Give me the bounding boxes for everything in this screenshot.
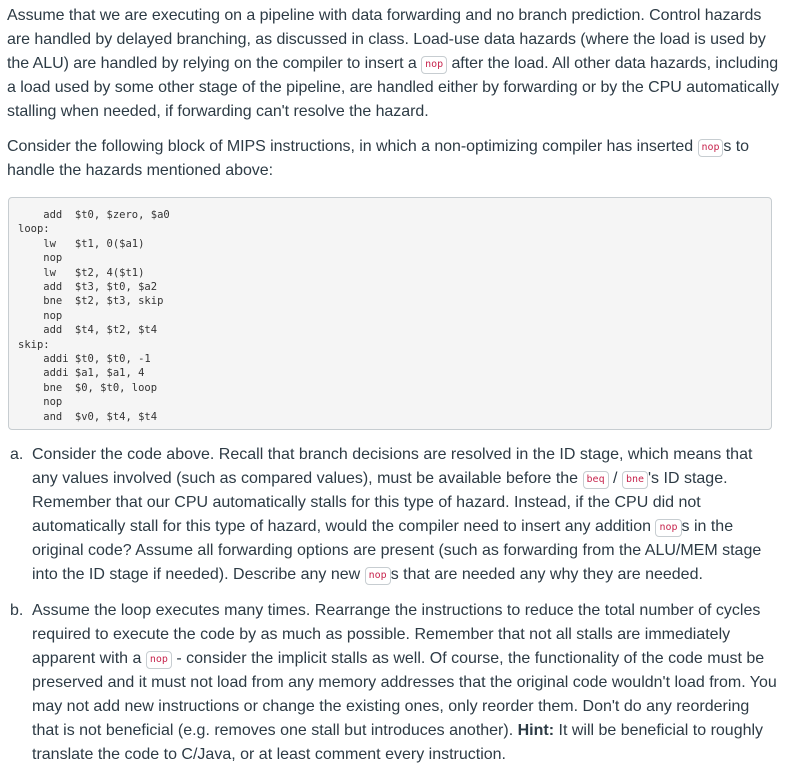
- question-list: [10, 443, 777, 779]
- inline-code-nop: nop: [421, 56, 447, 74]
- question-b-marker: b.: [10, 602, 24, 619]
- inline-code-nop: nop: [655, 519, 681, 537]
- question-a-text-5: s that are needed any why they are needed.: [390, 566, 703, 583]
- code-line: add $t4, $t2, $t4: [18, 324, 158, 337]
- inline-code-nop: nop: [698, 139, 724, 157]
- code-line: nop: [18, 396, 63, 409]
- question-b-text-1: Assume the loop executes many times. Rearrange the instructions to reduce the total number of cycles required to execute the code by as much as possible. Remember that not all stalls are immediately apparent with a: [32, 602, 761, 667]
- question-b-text-3: It will be beneficial to roughly translate the code to C/Java, or at least comment every instruction.: [32, 722, 764, 763]
- context-text-1: Consider the following block of MIPS instructions, in which a non-optimizing compiler has inserted: [7, 138, 698, 155]
- inline-code-bne: bne: [622, 471, 648, 489]
- code-line: lw $t1, 0($a1): [18, 237, 145, 250]
- inline-code-beq: beq: [583, 471, 609, 489]
- context-paragraph: [7, 135, 779, 183]
- code-line: skip:: [18, 338, 50, 351]
- question-b-text-2: - consider the implicit stalls as well. Of course, the functionality of the code must be preserved and it must not load from any memory addresses that the original code wouldn't load from. You may not add new instructions or change the existing ones, only reorder them. Don't do any reordering that is not beneficial (e.g. removes one stall but introduces another).: [32, 650, 777, 739]
- context-text-2: s to handle the hazards mentioned above:: [7, 138, 750, 179]
- question-a: [10, 443, 777, 587]
- code-line: addi $t0, $t0, -1: [18, 353, 151, 366]
- code-line: bne $t2, $t3, skip: [18, 295, 164, 308]
- inline-code-nop: nop: [146, 651, 172, 669]
- code-line: add $t3, $t0, $a2: [18, 281, 158, 294]
- intro-text-1: Assume that we are executing on a pipeline with data forwarding and no branch prediction. Control hazards are handled by delayed branching, as discussed in class. Load-use data hazards (where the load is used by the ALU) are handled by relying on the compiler to insert a: [7, 7, 766, 72]
- intro-text-2: after the load. All other data hazards, including a load used by some other stage of the pipeline, are handled either by forwarding or by the CPU automatically stalling when needed, if forwarding can't resolve the hazard.: [7, 55, 779, 120]
- code-line: nop: [18, 309, 63, 322]
- code-line: add $t0, $zero, $a0: [18, 209, 170, 221]
- code-line: addi $a1, $a1, 4: [18, 367, 145, 380]
- question-b: [10, 599, 777, 767]
- code-line: loop:: [18, 223, 50, 236]
- code-line: lw $t2, 4($t1): [18, 266, 145, 279]
- code-line: nop: [18, 252, 63, 265]
- question-a-text-3: 's ID stage. Remember that our CPU automatically stalls for this type of hazard. Instead, if the CPU did not automatically stall for this type of hazard, would the compiler need to insert any addition: [32, 470, 728, 535]
- hint-label: Hint:: [517, 722, 555, 739]
- mips-code-text: [9, 198, 771, 430]
- inline-code-nop: nop: [365, 567, 391, 585]
- code-line: and $v0, $t4, $t4: [18, 410, 158, 423]
- question-a-marker: a.: [10, 446, 24, 463]
- question-a-text-1: Consider the code above. Recall that branch decisions are resolved in the ID stage, which means that any values involved (such as compared values), must be available before the: [32, 446, 753, 487]
- code-line: bne $0, $t0, loop: [18, 381, 158, 394]
- question-a-text-2: /: [608, 470, 622, 487]
- mips-code-block: [8, 197, 772, 430]
- question-a-text-4: s in the original code? Assume all forwarding options are present (such as forwarding from the ALU/MEM stage into the ID stage if needed). Describe any new: [32, 518, 762, 583]
- intro-paragraph: [7, 4, 779, 124]
